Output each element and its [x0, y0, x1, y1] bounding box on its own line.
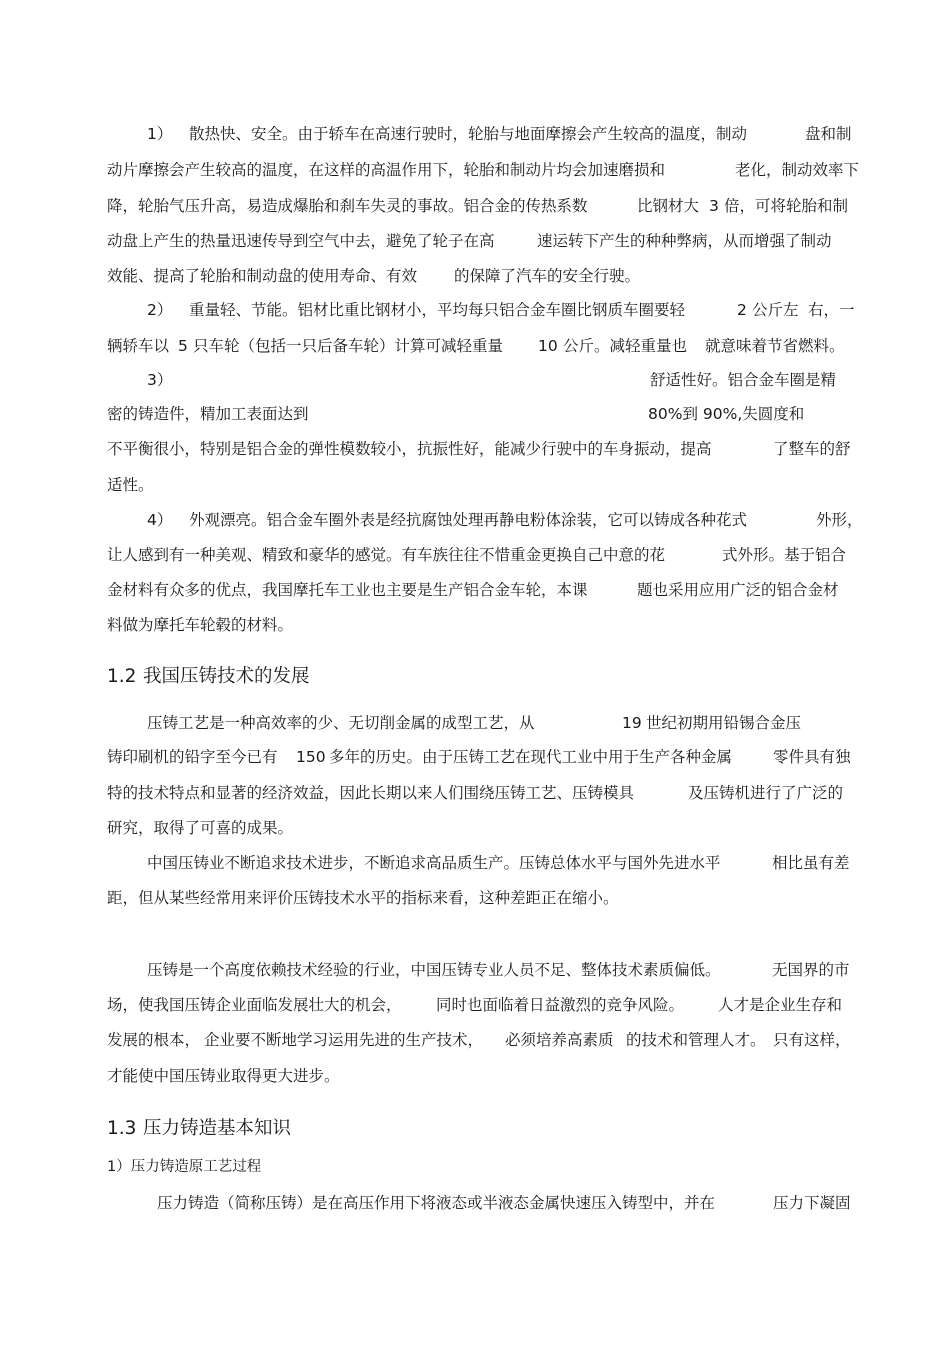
text-segment: 老化，制动效率下 — [735, 161, 860, 179]
text-segment: 的技术和管理人才。 — [626, 1031, 766, 1049]
text-segment: 压铸工艺是一种高效率的少、无切削金属的成型工艺，从 — [147, 714, 535, 732]
text-segment: 式外形。基于铝合 — [722, 546, 847, 564]
section-title: 我国压铸技术的发展 — [143, 666, 310, 687]
text-segment: 公斤左 — [752, 301, 799, 319]
list-marker: 2） — [147, 301, 173, 319]
text-segment: 只有这样， — [773, 1031, 851, 1049]
text-segment: 就意味着节省燃料。 — [705, 337, 845, 355]
text-segment: 世纪初期用铅锡合金压 — [646, 714, 802, 732]
text-segment: 研究，取得了可喜的成果。 — [107, 819, 294, 837]
text-segment: 人才是企业生存和 — [718, 996, 843, 1014]
text-segment: 只车轮（包括一只后备车轮）计算可减轻重量 — [193, 337, 504, 355]
text-segment: 比钢材大 — [637, 197, 700, 215]
text-segment: 盘和制 — [805, 125, 852, 143]
list-marker: 3） — [147, 371, 173, 389]
text-segment: 效能、提高了轮胎和制动盘的使用寿命、有效 — [107, 267, 418, 285]
text-segment: 中国压铸业不断追求技术进步，不断追求高品质生产。压铸总体水平与国外先进水平 — [147, 854, 721, 872]
text-segment: 距，但从某些经常用来评价压铸技术水平的指标来看，这种差距正在缩小。 — [107, 889, 619, 907]
subheading-text: 1）压力铸造原工艺过程 — [107, 1159, 262, 1175]
text-segment: 多年的历史。由于压铸工艺在现代工业中用于生产各种金属 — [329, 748, 733, 766]
text-segment: 150 — [296, 748, 326, 766]
text-segment: 特的技术特点和显著的经济效益，因此长期以来人们围绕压铸工艺、压铸模具 — [107, 784, 635, 802]
text-segment: 及压铸机进行了广泛的 — [688, 784, 844, 802]
text-segment: 了整车的舒 — [773, 440, 851, 458]
text-segment: 19 — [622, 714, 642, 732]
text-segment: 必须培养高素质 — [505, 1031, 614, 1049]
text-segment: 的保障了汽车的安全行驶。 — [454, 267, 641, 285]
text-segment: 外观漂亮。铝合金车圈外表是经抗腐蚀处理再静电粉体涂装，它可以铸成各种花式 — [189, 511, 748, 529]
text-segment: 同时也面临着日益激烈的竞争风险。 — [436, 996, 685, 1014]
text-segment: 外形， — [816, 511, 863, 529]
text-segment: 速运转下产生的种种弊病，从而增强了制动 — [537, 232, 832, 250]
text-segment: 倍，可将轮胎和制 — [724, 197, 849, 215]
text-segment: 才能使中国压铸业取得更大进步。 — [107, 1067, 340, 1085]
section-number: 1.3 — [107, 1118, 137, 1139]
section-number: 1.2 — [107, 666, 137, 687]
text-segment: 压铸是一个高度依赖技术经验的行业，中国压铸专业人员不足、整体技术素质偏低。 — [147, 961, 721, 979]
text-segment: 无国界的市 — [772, 961, 850, 979]
text-segment: 铸印刷机的铅字至今已有 — [107, 748, 278, 766]
text-segment: 让人感到有一种美观、精致和豪华的感觉。有车族往往不惜重金更换自己中意的花 — [107, 546, 666, 564]
text-segment: 压力铸造（简称压铸）是在高压作用下将液态或半液态金属快速压入铸型中，并在 — [157, 1194, 716, 1212]
text-segment: 动盘上产生的热量迅速传导到空气中去，避免了轮子在高 — [107, 232, 495, 250]
list-marker: 4） — [147, 511, 173, 529]
text-segment: 重量轻、节能。铝材比重比钢材小，平均每只铝合金车圈比钢质车圈要轻 — [189, 301, 686, 319]
text-segment: 辆轿车以 — [107, 337, 170, 355]
text-segment: 5 — [178, 337, 188, 355]
text-segment: 2 — [737, 301, 747, 319]
section-title: 压力铸造基本知识 — [143, 1118, 292, 1139]
text-segment: 料做为摩托车轮毂的材料。 — [107, 616, 294, 634]
text-segment: 3 — [709, 197, 719, 215]
text-segment: 适性。 — [107, 476, 154, 494]
text-segment: 零件具有独 — [773, 748, 851, 766]
text-segment: 80%到 90%,失圆度和 — [648, 405, 805, 423]
text-segment: 动片摩擦会产生较高的温度，在这样的高温作用下，轮胎和制动片均会加速磨损和 — [107, 161, 666, 179]
list-marker: 1） — [147, 125, 173, 143]
text-segment: 金材料有众多的优点，我国摩托车工业也主要是生产铝合金车轮，本课 — [107, 581, 588, 599]
text-segment: 右，一 — [808, 301, 855, 319]
text-segment: 降，轮胎气压升高，易造成爆胎和刹车失灵的事故。铝合金的传热系数 — [107, 197, 588, 215]
text-segment: 场，使我国压铸企业面临发展壮大的机会， — [107, 996, 402, 1014]
text-segment: 舒适性好。铝合金车圈是精 — [650, 371, 837, 389]
text-segment: 密的铸造件，精加工表面达到 — [107, 405, 309, 423]
text-segment: 发展的根本， — [107, 1031, 201, 1049]
text-segment: 10 — [538, 337, 558, 355]
text-segment: 散热快、安全。由于轿车在高速行驶时，轮胎与地面摩擦会产生较高的温度，制动 — [189, 125, 748, 143]
text-segment: 公斤。减轻重量也 — [563, 337, 688, 355]
text-segment: 企业要不断地学习运用先进的生产技术， — [204, 1031, 484, 1049]
text-segment: 相比虽有差 — [772, 854, 850, 872]
text-segment: 不平衡很小，特别是铝合金的弹性模数较小，抗振性好，能减少行驶中的车身振动，提高 — [107, 440, 712, 458]
text-segment: 压力下凝固 — [773, 1194, 851, 1212]
text-segment: 题也采用应用广泛的铝合金材 — [637, 581, 839, 599]
